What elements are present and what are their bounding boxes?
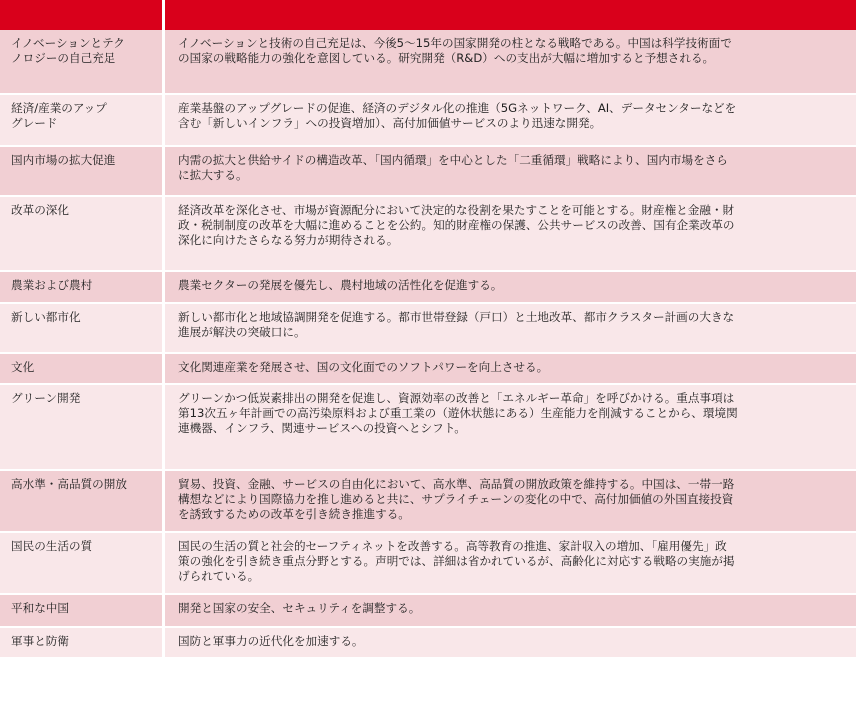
description-text-line: に拡大する。 bbox=[178, 168, 248, 182]
category-text-line: 経済/産業のアップ bbox=[11, 101, 107, 115]
category-text-line: 農業および農村 bbox=[11, 278, 93, 292]
description-text-line: の国家の戦略能力の強化を意図している。研究開発（R&D）への支出が大幅に増加すると予想される。 bbox=[178, 51, 715, 65]
category-text-line: ノロジーの自己充足 bbox=[11, 51, 116, 65]
row-description bbox=[165, 385, 856, 471]
description-text-line: 農業セクターの発展を優先し、農村地域の活性化を促進する。 bbox=[178, 278, 503, 292]
description-text-line: げられている。 bbox=[178, 569, 260, 583]
row-category bbox=[0, 30, 165, 95]
category-text-line: 国内市場の拡大促進 bbox=[11, 153, 116, 167]
category-text-line: イノベーションとテク bbox=[11, 36, 125, 50]
table-row bbox=[0, 272, 856, 304]
row-category bbox=[0, 147, 165, 197]
table-row bbox=[0, 95, 856, 147]
row-category bbox=[0, 595, 165, 628]
description-text-line: 国防と軍事力の近代化を加速する。 bbox=[178, 634, 364, 648]
row-category bbox=[0, 304, 165, 354]
table-row bbox=[0, 595, 856, 628]
description-text-line: グリーンかつ低炭素排出の開発を促進し、資源効率の改善と「エネルギー革命」を呼びかける。重点事項は bbox=[178, 391, 735, 405]
row-category bbox=[0, 272, 165, 304]
category-text-line: 国民の生活の質 bbox=[11, 539, 93, 553]
row-category bbox=[0, 533, 165, 595]
row-description bbox=[165, 197, 856, 272]
row-description bbox=[165, 471, 856, 533]
table-row bbox=[0, 304, 856, 354]
row-category bbox=[0, 197, 165, 272]
table-row bbox=[0, 354, 856, 385]
category-text-line: 新しい都市化 bbox=[11, 310, 81, 324]
row-category bbox=[0, 385, 165, 471]
row-category bbox=[0, 354, 165, 385]
description-text-line: 構想などにより国際協力を推し進めると共に、サプライチェーンの変化の中で、高付加価値の外国直接投資 bbox=[178, 492, 734, 506]
category-text-line: 改革の深化 bbox=[11, 203, 69, 217]
category-text-line: 平和な中国 bbox=[11, 601, 69, 615]
description-text-line: 政・税制制度の改革を大幅に進めることを公約。知的財産権の保護、公共サービスの改善、国有企業改革の bbox=[178, 218, 735, 232]
description-text-line: 国民の生活の質と社会的セーフティネットを改善する。高等教育の推進、家計収入の増加、「雇用優先」政 bbox=[178, 539, 727, 553]
table-header-row bbox=[0, 0, 856, 30]
row-description bbox=[165, 304, 856, 354]
header-description bbox=[165, 0, 856, 30]
description-text-line: 文化関連産業を発展させ、国の文化面でのソフトパワーを向上させる。 bbox=[178, 360, 549, 374]
category-text-line: グリーン開発 bbox=[11, 391, 81, 405]
row-description bbox=[165, 272, 856, 304]
description-text-line: 進展が解決の突破口に。 bbox=[178, 325, 306, 339]
table-row bbox=[0, 628, 856, 659]
category-text-line: 高水準・高品質の開放 bbox=[11, 477, 127, 491]
row-description bbox=[165, 533, 856, 595]
row-description bbox=[165, 30, 856, 95]
description-text-line: イノベーションと技術の自己充足は、今後5～15年の国家開発の柱となる戦略である。中国は科学技術面で bbox=[178, 36, 732, 50]
category-text-line: 軍事と防衛 bbox=[11, 634, 69, 648]
table-row bbox=[0, 197, 856, 272]
row-description bbox=[165, 147, 856, 197]
row-description bbox=[165, 628, 856, 659]
header-category bbox=[0, 0, 165, 30]
row-description bbox=[165, 354, 856, 385]
description-text-line: 深化に向けたさらなる努力が期待される。 bbox=[178, 233, 399, 247]
description-text-line: 内需の拡大と供給サイドの構造改革、「国内循環」を中心とした「二重循環」戦略により、国内市場をさら bbox=[178, 153, 728, 167]
row-category bbox=[0, 95, 165, 147]
table-row bbox=[0, 471, 856, 533]
description-text-line: 新しい都市化と地域協調開発を促進する。都市世帯登録（戸口）と土地改革、都市クラスター計画の大きな bbox=[178, 310, 735, 324]
description-text-line: 策の強化を引き続き重点分野とする。声明では、詳細は省かれているが、高齢化に対応する戦略の実施が掲 bbox=[178, 554, 735, 568]
description-text-line: 連機器、インフラ、関連サービスへの投資へとシフト。 bbox=[178, 421, 466, 435]
category-text-line: 文化 bbox=[11, 360, 35, 374]
description-text-line: 含む「新しいインフラ」への投資増加）、高付加価値サービスのより迅速な開発。 bbox=[178, 116, 602, 130]
description-text-line: 貿易、投資、金融、サービスの自由化において、高水準、高品質の開放政策を維持する。中国は、一帯一路 bbox=[178, 477, 735, 491]
table-row bbox=[0, 30, 856, 95]
description-text-line: 開発と国家の安全、セキュリティを調整する。 bbox=[178, 601, 421, 615]
table-row bbox=[0, 385, 856, 471]
row-category bbox=[0, 471, 165, 533]
row-description bbox=[165, 595, 856, 628]
category-text-line: グレード bbox=[11, 116, 58, 130]
table-row bbox=[0, 147, 856, 197]
description-text-line: 経済改革を深化させ、市場が資源配分において決定的な役割を果たすことを可能とする。財産権と金融・財 bbox=[178, 203, 735, 217]
description-text-line: を誘致するための改革を引き続き推進する。 bbox=[178, 507, 410, 521]
row-category bbox=[0, 628, 165, 659]
table-row bbox=[0, 533, 856, 595]
description-text-line: 第13次五ヶ年計画での高汚染原料および重工業の（遊休状態にある）生産能力を削減することから、環境関 bbox=[178, 406, 738, 420]
description-text-line: 産業基盤のアップグレードの促進、経済のデジタル化の推進（5Gネットワーク、AI、データセンターなどを bbox=[178, 101, 737, 115]
row-description bbox=[165, 95, 856, 147]
